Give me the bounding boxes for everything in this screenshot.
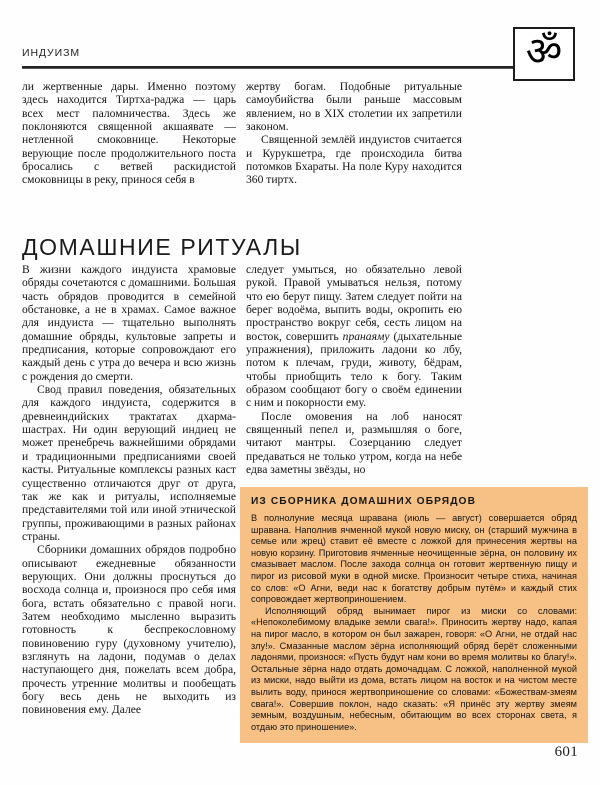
om-badge	[513, 27, 575, 81]
paragraph: ли жертвенные дары. Именно поэтому здесь находится Тиртха-раджа — царь всех мест паломничества. Здесь же поклоняются священной акшаявате — нетленной смоковнице. Некоторые верующие после продолжительного поста бросались с ветвей раскидистой смоковницы в реку, принося себя в	[22, 80, 236, 187]
section-title: ДОМАШНИЕ РИТУАЛЫ	[22, 234, 302, 261]
paragraph: Исполняющий обряд вынимает пирог из миски со словами: «Непоколебимому владыке земли свага!». Приносить жертву надо, капая на пирог масло, в котором он был зажарен, говоря: «О Агни, не отдай нас злу!». Смазанные маслом зёрна исполняющий обряд берёт сложенными ладонями, произнося: «Пусть будут нам кони во время молитвы ко благу!». Остальные зёрна надо отдать домочадцам. С ложкой, наполненной мукой из миски, надо выйти из дома, встать лицом на восток и на чистом месте вылить воду, принося жертвоприношение со словами: «Божествам-змеям свага!». Совершив поклон, надо сказать: «Я принёс эту жертву змеям земным, воздушным, небесным, обитающим во всех сторонах света, я отдаю это приношение».	[251, 605, 577, 732]
header-rule	[22, 66, 552, 69]
paragraph: В жизни каждого индуиста храмовые обряды сочетаются с домашними. Большая часть обрядов проводится в семейной обстановке, а не в храмах. Самое важное для индуиста — тщательно выполнять домашние обряды, культовые запреты и предписания, которые сопровождают его каждый день с утра до вечера и всю жизнь с рождения до смерти.	[22, 263, 236, 383]
paragraph-part: следует умыться, но обязательно левой рукой. Правой умываться нельзя, потому что ею берут пищу. Затем следует пойти на берег водоёма, выпить воды, окропить ею пространство вокруг себя, сесть лицом на восток, совершить	[246, 263, 462, 343]
infobox-title: ИЗ СБОРНИКА ДОМАШНИХ ОБРЯДОВ	[251, 496, 477, 507]
om-icon: ॐ	[525, 29, 563, 75]
paragraph: жертву богам. Подобные ритуальные самоубийства были раньше массовым явлением, но в XIX столетии их запретили законом.	[246, 80, 462, 134]
infobox-sidebar	[240, 487, 588, 743]
paragraph	[246, 263, 462, 410]
main-right-column	[246, 263, 462, 477]
infobox-body	[251, 513, 577, 733]
paragraph: В полнолуние месяца шравана (июль — август) совершается обряд шравана. Наполнив ячменной мукой новую миску, он (старший мужчина в семье или жрец) ставит её вместе с ложкой для принесения жертвы на новую корзину. Приготовив ячменные неочищенные зёрна, он половину их смазывает маслом. После захода солнца он готовит жертвенную пищу и пирог из рисовой муки в одной миске. Произносит четыре стиха, начиная со слов: «О Агни, веди нас к богатству добрым путём» и каждый стих сопровождает жертвоприношением.	[251, 513, 577, 605]
paragraph: Священной землёй индуистов считается и Курукшетра, где происходила битва потомков Бхараты. На поле Куру находится 360 тиртх.	[246, 133, 462, 187]
paragraph: Сборники домашних обрядов подробно описывают ежедневные обязанности верующих. Они должны проснуться до восхода солнца и, произнося про себя имя бога, встать обязательно с правой ноги. Затем необходимо мысленно выразить готовность к беспрекословному повиновению гуру (духовному учителю), взглянуть на ладони, подумав о делах наступающего дня, пожелать всем добра, прочесть утренние молитвы и пообещать богу весь день не выходить из повиновения ему. Далее	[22, 543, 236, 717]
paragraph: Свод правил поведения, обязательных для каждого индуиста, содержится в древнеиндийских трактатах дхарма-шастрах. Ни один верующий индиец не может пренебречь важнейшими обрядами и традиционными предписаниями своей касты. Ритуальные комплексы разных каст существенно отличаются друг от друга, так же как и ритуалы, исполняемые представителями той или иной этнической группы, проживающими в разных районах страны.	[22, 383, 236, 543]
paragraph-part: (дыхательные упражнения), приложить ладони ко лбу, потом к плечам, груди, животу, бёдрам, чтобы приобщить тело к богу. Таким образом сообщают богу о своём единении с ним и покорности ему.	[246, 329, 462, 410]
top-right-column	[246, 80, 462, 187]
main-left-column	[22, 263, 236, 717]
paragraph: После омовения на лоб наносят священный пепел и, размышляя о боге, читают мантры. Созерцанию следует предаваться не только утром, когда на небе едва заметны звёзды, но	[246, 409, 462, 477]
page-number: 601	[554, 744, 578, 760]
top-left-column	[22, 80, 236, 187]
running-head: ИНДУИЗМ	[22, 47, 80, 59]
sanskrit-term: пранаяму	[342, 329, 390, 343]
page-header	[22, 48, 578, 69]
